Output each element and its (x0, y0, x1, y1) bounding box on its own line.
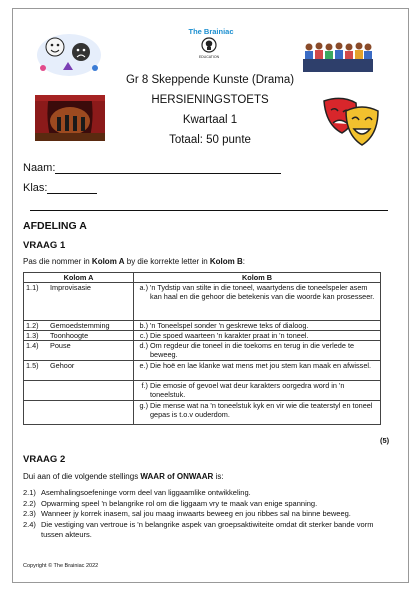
table-row: 1.1) Improvisasie a.) 'n Tydstip van stilte in die toneel, waartydens die toneelspeler asem kan haal en die gehoor die betekenis van die woorde kan prosesseer. (24, 283, 381, 321)
name-line[interactable] (55, 162, 281, 174)
definition: Die emosie of gevoel wat deur karakters oorgedra word in 'n toneelstuk. (150, 381, 345, 399)
audience-image (303, 40, 373, 72)
definition: Die mense wat na 'n toneelstuk kyk en vir wie die teaterstyl en toneel gepas is t.o.v ouderdom. (150, 401, 373, 419)
definition: Die spoed waarteen 'n karakter praat in 'n toneel. (150, 331, 309, 340)
statement-text: Wanneer jy korrek inasem, sal jou maag inwaarts beweeg en jou ribbes sal na binne beweeg. (41, 509, 351, 518)
name-field (23, 162, 281, 174)
subject-title: Gr 8 Skeppende Kunste (Drama) (125, 74, 295, 86)
question-1-instruction: Pas die nommer in Kolom A by die korrekte letter in Kolom B: (23, 257, 246, 266)
list-item: 2.3) Wanneer jy korrek inasem, sal jou maag inwaarts beweeg en jou ribbes sal na binne beweeg. (23, 509, 351, 518)
total-marks: Totaal: 50 punte (169, 134, 251, 146)
question-1-heading: VRAAG 1 (23, 240, 66, 251)
term: Gehoor (50, 361, 75, 370)
table-row: 1.5) Gehoor e.) Die hoë en lae klanke wat mens met jou stem kan maak en afwissel. (24, 361, 381, 381)
table-header-row (24, 273, 381, 283)
test-title: HERSIENINGSTOETS (151, 94, 269, 106)
table-row: 1.2) Gemoedstemming b.) 'n Toneelspel sonder 'n geskrewe teks of dialoog. (24, 321, 381, 331)
class-line[interactable] (47, 182, 97, 194)
term: Toonhoogte (50, 331, 89, 340)
table-row: 1.4) Pouse d.) Om regdeur die toneel in die toekoms en terug in die verlede te beweeg. (24, 341, 381, 361)
class-label: Klas: (23, 182, 48, 194)
section-heading: AFDELING A (23, 220, 87, 232)
definition: 'n Toneelspel sonder 'n geskrewe teks of dialoog. (150, 321, 309, 330)
table-row: f.) Die emosie of gevoel wat deur karakters oorgedra word in 'n toneelstuk. (24, 381, 381, 401)
definition: Om regdeur die toneel in die toekoms en terug in die verlede te beweeg. (150, 341, 355, 359)
term: Gemoedstemming (50, 321, 110, 330)
statement-text: Die vestiging van vertroue is 'n belangrike aspek van groepsaktiwiteite omdat dit sterker bande vorm tussen akteurs. (41, 519, 374, 539)
class-field (23, 182, 97, 194)
matching-table (23, 272, 381, 425)
table-row: g.) Die mense wat na 'n toneelstuk kyk en vir wie die teaterstyl en toneel gepas is t.o.v ouderdom. (24, 401, 381, 425)
list-item: 2.2) Opwarming speel 'n belangrike rol om die liggaam vry te maak van enige spanning. (23, 498, 318, 508)
divider-line (30, 210, 388, 211)
name-label: Naam: (23, 162, 56, 174)
term: Pouse (50, 341, 71, 350)
brainiac-logo-icon (198, 36, 220, 60)
list-item: 2.4) Die vestiging van vertroue is 'n belangrike aspek van groepsaktiwiteite omdat dit sterker bande vorm tussen akteurs. (23, 520, 383, 540)
logo-text: EDUCATION (198, 55, 220, 59)
term-label: Kwartaal 1 (182, 114, 238, 126)
drama-masks-collage-image (35, 32, 103, 78)
definition: Die hoë en lae klanke wat mens met jou stem kan maak en afwissel. (150, 361, 372, 370)
statement-text: Asemhalingsoefeninge vorm deel van liggaamlike ontwikkeling. (41, 488, 251, 497)
question-2-instruction: Dui aan of die volgende stellings WAAR of ONWAAR is: (23, 472, 224, 481)
column-a-header: Kolom A (24, 273, 134, 283)
list-item: 2.1) Asemhalingsoefeninge vorm deel van liggaamlike ontwikkeling. (23, 488, 251, 497)
column-b-header: Kolom B (134, 273, 381, 283)
question-2-heading: VRAAG 2 (23, 454, 66, 465)
term: Improvisasie (50, 283, 91, 292)
question-1-marks: (5) (380, 436, 390, 445)
statement-list (23, 488, 383, 540)
table-row: 1.3) Toonhoogte c.) Die spoed waarteen 'n karakter praat in 'n toneel. (24, 331, 381, 341)
statement-text: Opwarming speel 'n belangrike rol om die liggaam vry te maak van enige spanning. (41, 498, 318, 508)
copyright-footer: Copyright © The Brainiac 2022 (23, 563, 99, 569)
definition: 'n Tydstip van stilte in die toneel, waartydens die toneelspeler asem kan haal en die gehoor die betekenis van die woorde kan prosesseer. (150, 283, 375, 301)
brand-name: The Brainiac (188, 27, 234, 36)
